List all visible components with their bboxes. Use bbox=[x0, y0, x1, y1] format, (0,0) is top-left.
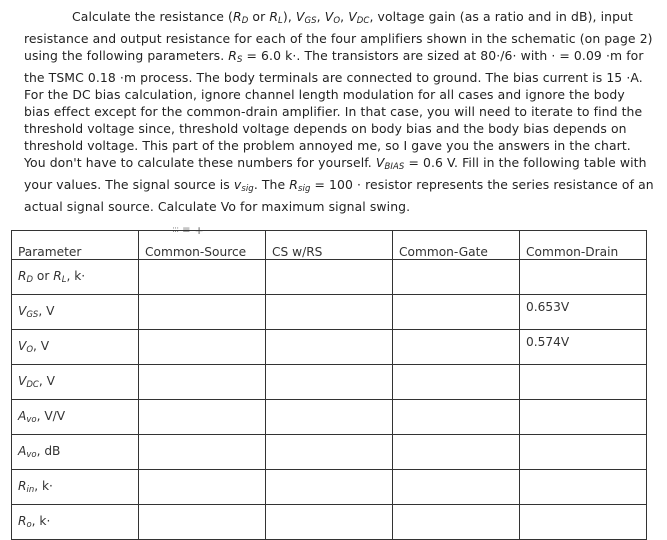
problem-text: , bbox=[340, 9, 349, 24]
subscript: O bbox=[26, 345, 34, 355]
param-unit: , k· bbox=[34, 479, 53, 493]
param-unit: , k· bbox=[66, 269, 86, 283]
table-row bbox=[12, 505, 647, 540]
param-unit: , V/V bbox=[36, 409, 66, 423]
value-cell[interactable] bbox=[139, 295, 266, 330]
symbol: V bbox=[18, 304, 27, 318]
symbol: R bbox=[289, 177, 298, 192]
parameter-cell bbox=[12, 365, 139, 400]
symbol: A bbox=[18, 444, 27, 458]
value-cell[interactable] bbox=[520, 435, 647, 470]
value-cell[interactable] bbox=[393, 400, 520, 435]
table-row bbox=[12, 470, 647, 505]
symbol: v bbox=[233, 177, 242, 192]
value-cell[interactable] bbox=[266, 260, 393, 295]
symbol: V bbox=[18, 339, 27, 353]
problem-paragraph bbox=[24, 8, 654, 215]
parameter-cell bbox=[12, 295, 139, 330]
value-cell[interactable] bbox=[266, 365, 393, 400]
value-cell[interactable] bbox=[266, 505, 393, 540]
problem-text: . The bbox=[253, 177, 290, 192]
parameter-cell bbox=[12, 330, 139, 365]
value-cell[interactable] bbox=[520, 505, 647, 540]
param-unit: , V bbox=[38, 374, 55, 388]
parameter-cell bbox=[12, 470, 139, 505]
value-cell[interactable] bbox=[139, 435, 266, 470]
problem-text: Calculate the resistance ( bbox=[72, 9, 233, 24]
value-cell[interactable] bbox=[139, 400, 266, 435]
parameter-cell bbox=[12, 435, 139, 470]
parameter-cell bbox=[12, 260, 139, 295]
value-cell[interactable] bbox=[520, 400, 647, 435]
value-cell[interactable] bbox=[393, 330, 520, 365]
column-header-common-gate: Common-Gate bbox=[393, 231, 520, 260]
symbol: R bbox=[18, 514, 27, 528]
problem-text: , voltage gain (as a ratio and in dB), input resistance and output resistance for each of the four amplifiers shown in the schematic (on page 2) using the following parameters. bbox=[24, 9, 653, 63]
subscript: BIAS bbox=[384, 162, 405, 172]
subscript: D bbox=[26, 275, 34, 285]
param-unit: , k· bbox=[31, 514, 51, 528]
subscript: L bbox=[278, 16, 283, 26]
column-header-common-source: Common-Source bbox=[139, 231, 266, 260]
value-cell[interactable] bbox=[266, 295, 393, 330]
symbol: V bbox=[348, 9, 357, 24]
value-cell[interactable] bbox=[266, 400, 393, 435]
problem-text: = 0.6 V. Fill in the following table with your values. The signal source is bbox=[24, 155, 647, 192]
value-cell[interactable] bbox=[139, 330, 266, 365]
table-row bbox=[12, 400, 647, 435]
value-cell[interactable] bbox=[266, 470, 393, 505]
value-cell[interactable] bbox=[139, 470, 266, 505]
problem-statement bbox=[24, 8, 654, 215]
symbol: R bbox=[269, 9, 279, 24]
value-cell[interactable] bbox=[139, 260, 266, 295]
subscript: vo bbox=[26, 450, 37, 460]
symbol: V bbox=[375, 155, 385, 170]
value-cell[interactable] bbox=[393, 260, 520, 295]
table-row bbox=[12, 330, 647, 365]
problem-text: = 100 · resistor represents the series resistance of an actual signal source. Calculate Vo for maximum signal swing. bbox=[24, 177, 654, 214]
value-cell[interactable]: 0.653V bbox=[520, 295, 647, 330]
param-unit: , V bbox=[38, 304, 55, 318]
symbol: A bbox=[18, 409, 27, 423]
menu-icon[interactable]: ≡ bbox=[182, 224, 191, 236]
symbol: R bbox=[228, 48, 237, 63]
table-row bbox=[12, 295, 647, 330]
symbol: V bbox=[324, 9, 334, 24]
symbol: R bbox=[53, 269, 62, 283]
param-unit: , V bbox=[33, 339, 50, 353]
param-unit: , dB bbox=[36, 444, 61, 458]
column-header-parameter: Parameter bbox=[12, 231, 139, 260]
value-cell[interactable] bbox=[266, 435, 393, 470]
problem-text: or bbox=[248, 9, 270, 24]
value-cell[interactable]: 0.574V bbox=[520, 330, 647, 365]
table-row bbox=[12, 260, 647, 295]
subscript: GS bbox=[26, 310, 39, 320]
parameter-cell bbox=[12, 505, 139, 540]
symbol: V bbox=[295, 9, 305, 24]
subscript: sig bbox=[298, 184, 311, 194]
symbol: R bbox=[233, 9, 242, 24]
add-icon[interactable]: + bbox=[194, 223, 204, 237]
param-text: or bbox=[33, 269, 54, 283]
value-cell[interactable] bbox=[139, 505, 266, 540]
subscript: GS bbox=[304, 16, 317, 26]
column-header-cs-with-rs: CS w/RS bbox=[266, 231, 393, 260]
subscript: sig bbox=[241, 184, 254, 194]
value-cell[interactable] bbox=[393, 505, 520, 540]
value-cell[interactable] bbox=[266, 330, 393, 365]
column-header-common-drain: Common-Drain bbox=[520, 231, 647, 260]
table-header-row bbox=[12, 231, 647, 260]
subscript: vo bbox=[26, 415, 37, 425]
value-cell[interactable] bbox=[520, 260, 647, 295]
subscript: L bbox=[61, 275, 67, 285]
subscript: DC bbox=[26, 380, 39, 390]
problem-text: ), bbox=[282, 9, 296, 24]
value-cell[interactable] bbox=[520, 365, 647, 400]
value-cell[interactable] bbox=[393, 470, 520, 505]
parameter-table bbox=[11, 230, 647, 540]
table-row bbox=[12, 435, 647, 470]
value-cell[interactable] bbox=[393, 365, 520, 400]
value-cell[interactable] bbox=[139, 365, 266, 400]
value-cell[interactable] bbox=[393, 435, 520, 470]
value-cell[interactable] bbox=[520, 470, 647, 505]
problem-text: = 6.0 k·. The transistors are sized at 80·/6· with · = 0.09 ·m for the TSMC 0.18 ·m process. The body terminals are connected to ground. The bias current is 15 ·A. For the DC bias calculation, ignore channel length modulation for all cases and ignore the body bias effect except for the common-drain amplifier. In that case, you will need to iterate to find the threshold voltage since, threshold voltage depends on body bias and the body bias depends on threshold voltage. This part of the problem annoyed me, so I gave you the answers in the chart. You don't have to calculate these numbers for yourself. bbox=[24, 48, 644, 170]
symbol: V bbox=[18, 374, 27, 388]
subscript: o bbox=[26, 520, 32, 530]
drag-handle-icon[interactable]: ::: bbox=[172, 225, 179, 235]
problem-text: , bbox=[316, 9, 325, 24]
subscript: DC bbox=[356, 16, 370, 26]
subscript: in bbox=[26, 485, 35, 495]
symbol: R bbox=[18, 269, 27, 283]
subscript: O bbox=[333, 16, 341, 26]
symbol: R bbox=[18, 479, 27, 493]
value-cell[interactable] bbox=[393, 295, 520, 330]
parameter-cell bbox=[12, 400, 139, 435]
subscript: D bbox=[241, 16, 249, 26]
table-row bbox=[12, 365, 647, 400]
subscript: S bbox=[237, 55, 243, 65]
